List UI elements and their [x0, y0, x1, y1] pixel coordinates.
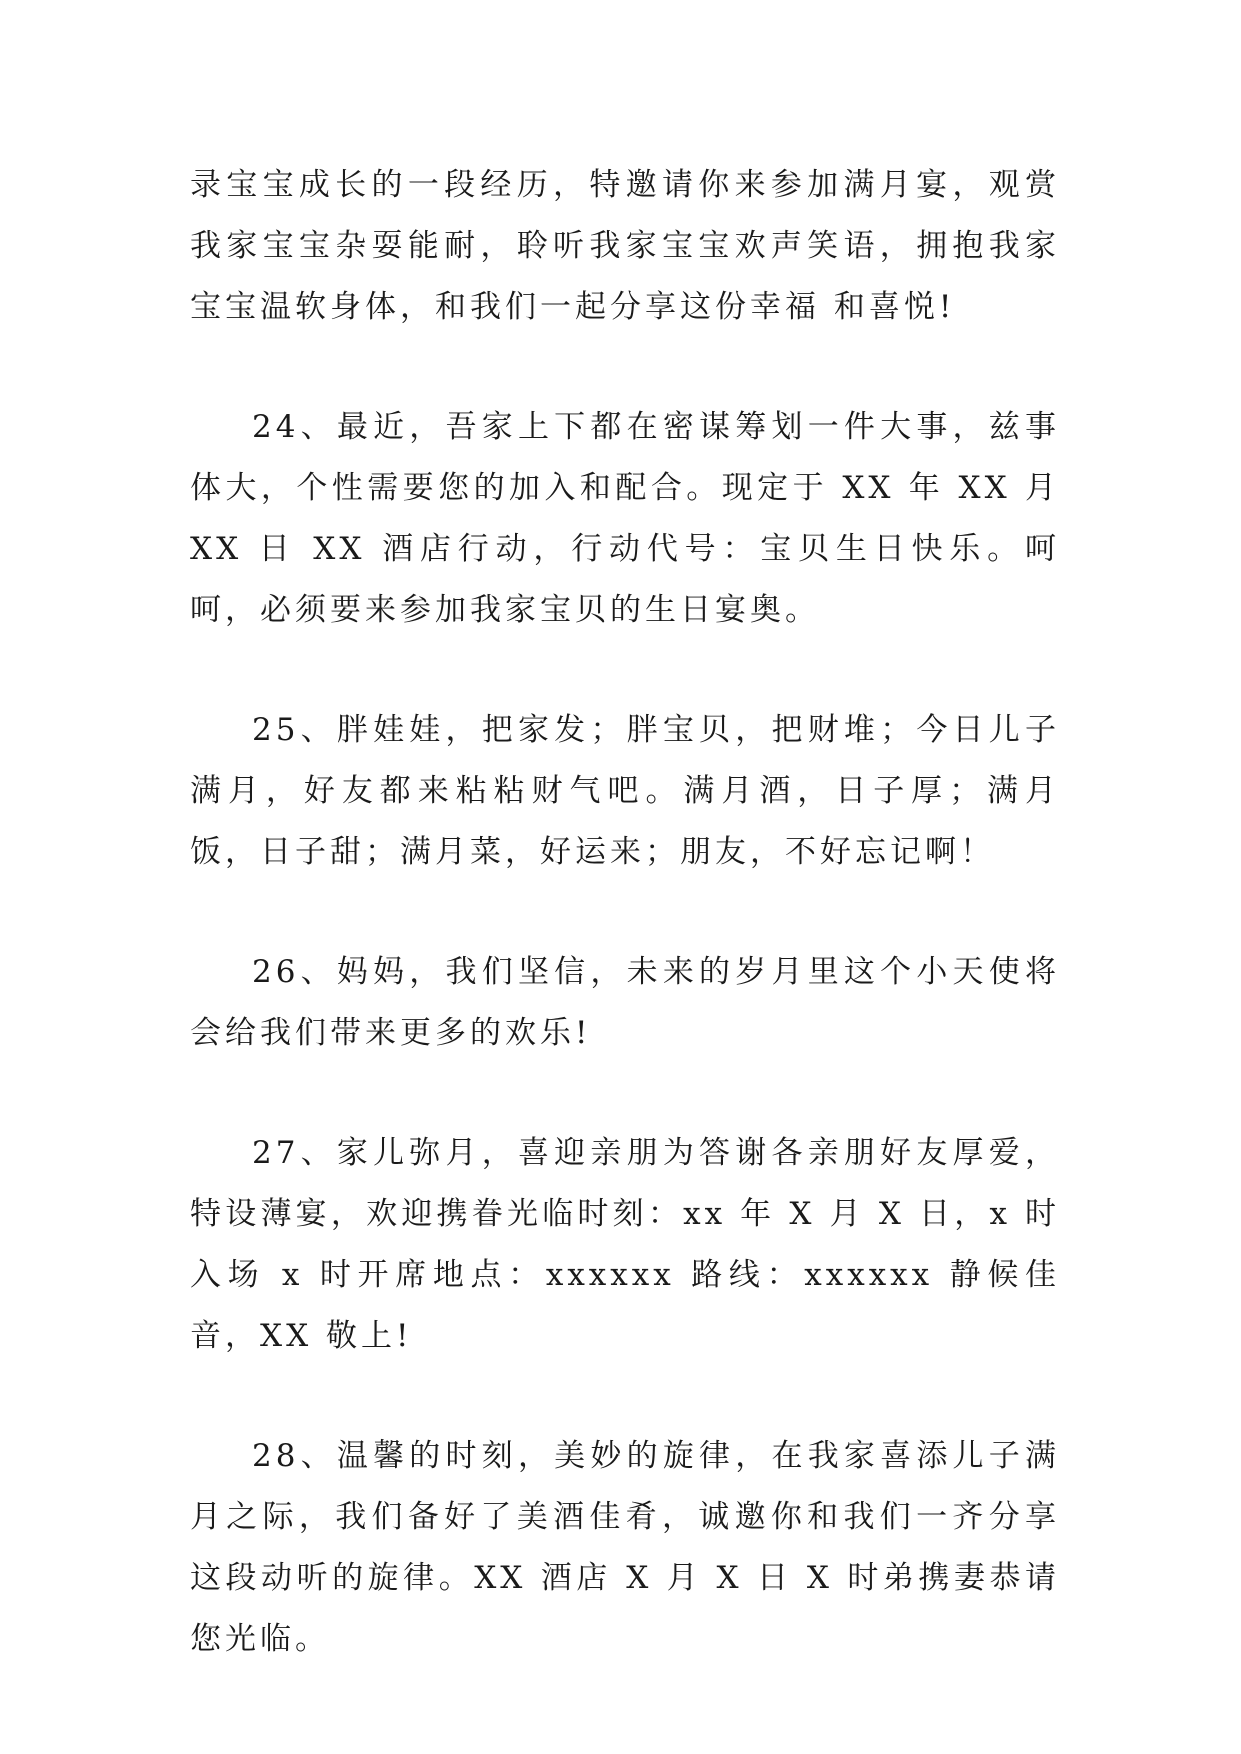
text-line: 录宝宝成长的一段经历，特邀请你来参加满月宴，观赏我家 [190, 167, 1060, 264]
text-line: 27、家儿弥月，喜迎亲朋为答谢各亲朋好友厚爱，特设 [190, 1135, 1060, 1232]
text-line: 薄宴，欢迎携眷光临时刻：xx 年 X 月 X 日，x 时入场 x 时开 [190, 1196, 1061, 1293]
text-line: 际，我们备好了美酒佳肴，诚邀你和我们一齐分享这段动听 [190, 1499, 1060, 1596]
text-line: 的旋律。XX 酒店 X 月 X 日 X 时弟携妻恭请您光临。 [190, 1560, 1061, 1657]
paragraph-gap [190, 641, 1060, 700]
text-line: 席地点：xxxxxx 路线：xxxxxx 静候佳音，XX 敬上! [190, 1257, 1060, 1354]
paragraph-gap [190, 1367, 1060, 1426]
text-line: 行动，行动代号：宝贝生日快乐。呵呵，必须要来参加我家 [190, 531, 1061, 628]
text-line: 宝宝杂耍能耐，聆听我家宝宝欢声笑语，拥抱我家宝宝温软 [190, 228, 1060, 325]
text-line: 24、最近，吾家上下都在密谋筹划一件大事，兹事体大， [190, 409, 1060, 506]
text-line: 个性需要您的加入和配合。现定于 XX 年 XX 月 XX 日 XX 酒店 [190, 470, 1060, 567]
text-line: 26、妈妈，我们坚信，未来的岁月里这个小天使将会给 [190, 954, 1060, 1051]
paragraph [190, 700, 1060, 883]
text-line: 身体，和我们一起分享这份幸福 和喜悦! [330, 289, 956, 325]
paragraph [190, 155, 1060, 338]
paragraph [190, 1123, 1060, 1367]
text-line: 宝贝的生日宴奥。 [540, 592, 820, 628]
document-body [190, 155, 1060, 1670]
paragraph-gap [190, 883, 1060, 942]
paragraph-gap [190, 338, 1060, 397]
text-line: 28、温馨的时刻，美妙的旋律，在我家喜添儿子满月之 [190, 1438, 1060, 1535]
paragraph-gap [190, 1064, 1060, 1123]
paragraph [190, 1426, 1060, 1670]
text-line: 好友都来粘粘财气吧。满月酒，日子厚；满月饭，日子甜； [190, 773, 1061, 870]
paragraph [190, 942, 1060, 1064]
paragraph [190, 397, 1060, 641]
text-line: 25、胖娃娃，把家发；胖宝贝，把财堆；今日儿子满月， [190, 712, 1060, 809]
text-line: 我们带来更多的欢乐! [260, 1015, 592, 1051]
text-line: 满月菜，好运来；朋友，不好忘记啊！ [400, 834, 995, 870]
